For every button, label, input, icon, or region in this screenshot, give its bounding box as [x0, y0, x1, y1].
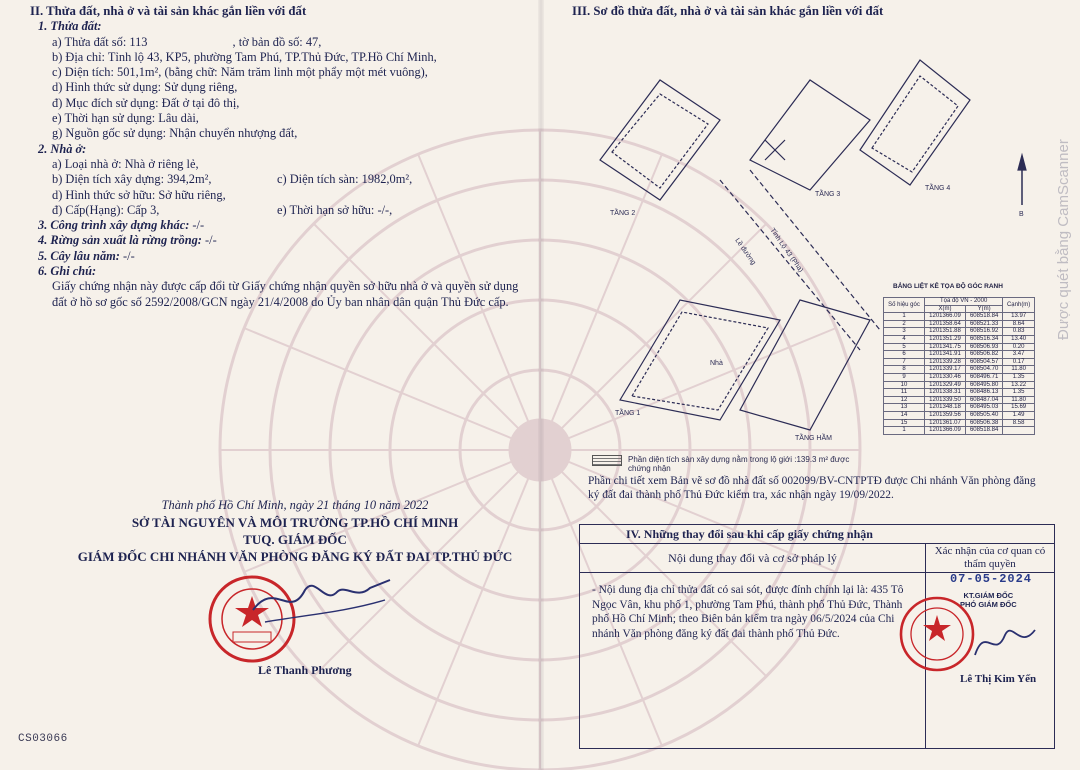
coord-cell: 14	[884, 411, 925, 419]
coord-col-system: Tọa độ VN - 2000	[925, 298, 1003, 306]
label-sidewalk: Lề đường	[733, 237, 757, 267]
coord-row	[884, 366, 1035, 374]
house-floor-area: c) Diện tích sàn: 1982,0m²,	[277, 172, 413, 187]
coord-cell: 608518.84	[966, 427, 1003, 435]
coord-row	[884, 373, 1035, 381]
coord-cell: 1201341.91	[925, 351, 966, 359]
coord-cell: 8	[884, 366, 925, 374]
coord-row	[884, 313, 1035, 321]
hatch-swatch-icon	[592, 455, 622, 466]
land-area: c) Diện tích: 501,1m², (bằng chữ: Năm trăm linh một phẩy một mét vuông),	[52, 65, 428, 80]
perennial-trees: 5. Cây lâu năm: -/-	[38, 248, 135, 263]
coord-cell: 608504.57	[966, 358, 1003, 366]
red-seal-right-icon	[898, 595, 976, 673]
coord-cell: 3.47	[1003, 351, 1035, 359]
coord-row	[884, 343, 1035, 351]
floor1-outline	[620, 300, 780, 420]
coord-cell: 608495.80	[966, 381, 1003, 389]
coord-cell	[1003, 427, 1035, 435]
coord-cell: 15.69	[1003, 404, 1035, 412]
changes-sign-title: KT.GIÁM ĐỐC PHÓ GIÁM ĐỐC	[960, 591, 1017, 609]
coord-cell: 1201366.09	[925, 427, 966, 435]
label-floor2: TẦNG 2	[610, 210, 636, 217]
coord-cell: 608487.04	[966, 396, 1003, 404]
coord-row	[884, 328, 1035, 336]
section-land-info	[30, 4, 530, 310]
map-legend	[592, 455, 868, 473]
coord-col-point: Số hiệu góc	[884, 298, 925, 313]
coord-cell: 5	[884, 343, 925, 351]
land-use-form: d) Hình thức sử dụng: Sử dụng riêng,	[52, 80, 238, 95]
signing-block	[70, 497, 520, 565]
coord-cell: 608504.70	[966, 366, 1003, 374]
section3-title: III. Sơ đồ thửa đất, nhà ở và tài sản khác gắn liền với đất	[572, 4, 884, 18]
coord-cell: 1201330.46	[925, 373, 966, 381]
coord-cell: 1	[884, 427, 925, 435]
house-term: e) Thời hạn sở hữu: -/-,	[277, 202, 393, 217]
coord-cell: 1.49	[1003, 411, 1035, 419]
coord-cell: 1201339.17	[925, 366, 966, 374]
coord-row	[884, 389, 1035, 397]
coord-cell: 608518.84	[966, 313, 1003, 321]
notes-heading: 6. Ghi chú:	[38, 264, 97, 279]
other-works: 3. Công trình xây dựng khác: -/-	[38, 218, 205, 233]
diagram-note: Phần chi tiết xem Bản vẽ sơ đồ nhà đất số 002099/BV-CNTPTĐ được Chi nhánh Văn phòng đăng ký đất đai thành phố Thủ Đức kiểm tra, xác nhận ngày 19/09/2022.	[588, 475, 1036, 501]
forest: 4. Rừng sản xuất là rừng trồng: -/-	[38, 233, 217, 248]
map-sheet: , tờ bản đồ số: 47,	[232, 34, 322, 49]
scanner-watermark: Được quét bằng CamScanner	[1055, 139, 1072, 340]
label-north: B	[1019, 211, 1024, 218]
signature-right-icon	[970, 610, 1040, 670]
house-grade: đ) Cấp(Hạng): Cấp 3,	[52, 202, 160, 217]
floor2-outline	[600, 80, 720, 200]
coord-cell: 608506.93	[966, 343, 1003, 351]
signing-authority: TUQ. GIÁM ĐỐC	[243, 532, 347, 547]
coord-cell: 1201339.28	[925, 358, 966, 366]
coord-row	[884, 320, 1035, 328]
coord-row	[884, 427, 1035, 435]
signing-org: SỞ TÀI NGUYÊN VÀ MÔI TRƯỜNG TP.HỒ CHÍ MINH	[131, 515, 459, 530]
coord-cell: 1201348.18	[925, 404, 966, 412]
label-basement: TẦNG HẦM	[795, 435, 832, 442]
coord-cell: 3	[884, 328, 925, 336]
house-build-area: b) Diện tích xây dựng: 394,2m²,	[52, 172, 212, 187]
coord-cell: 608496.71	[966, 373, 1003, 381]
changes-col-confirm: Xác nhận của cơ quan có thẩm quyền	[934, 545, 1046, 570]
coord-cell: 8.58	[1003, 419, 1035, 427]
coord-cell: 1201338.31	[925, 389, 966, 397]
coord-row	[884, 411, 1035, 419]
house-type: a) Loại nhà ở: Nhà ở riêng lẻ,	[52, 156, 199, 171]
label-road: Tỉnh Lộ 43 (Pha)	[768, 227, 805, 274]
coord-cell: 4	[884, 335, 925, 343]
coord-cell: 1201351.88	[925, 328, 966, 336]
coord-cell: 608486.13	[966, 389, 1003, 397]
coord-cell: 8.64	[1003, 320, 1035, 328]
changes-date-stamp: 07-05-2024	[949, 572, 1032, 586]
coord-cell: 0.83	[1003, 328, 1035, 336]
coordinate-table	[883, 297, 1035, 435]
coord-row	[884, 335, 1035, 343]
coord-cell: 7	[884, 358, 925, 366]
coord-row	[884, 396, 1035, 404]
land-heading: 1. Thửa đất:	[38, 19, 102, 34]
signer-name-right: Lê Thị Kim Yến	[960, 673, 1037, 685]
notes-text: Giấy chứng nhận này được cấp đổi từ Giấy chứng nhận quyền sở hữu nhà ở và quyền sử dụng đất ở hồ sơ gốc số 2592/2008/GCN ngày 21/4/2008 do Ủy ban nhân dân quận Thủ Đức cấp.	[52, 279, 519, 309]
coord-cell: 1201351.29	[925, 335, 966, 343]
house-heading: 2. Nhà ở:	[38, 141, 87, 156]
section2-title: II. Thửa đất, nhà ở và tài sản khác gắn liền với đất	[30, 4, 307, 18]
coord-row	[884, 351, 1035, 359]
label-floor3: TẦNG 3	[815, 191, 841, 198]
legend-text: Phần diện tích sàn xây dựng nằm trong lộ giới :139.3 m² được chứng nhận	[628, 455, 850, 473]
coord-table-title: BẢNG LIỆT KÊ TỌA ĐỘ GÓC RANH	[893, 283, 1003, 290]
coord-cell: 1.35	[1003, 373, 1035, 381]
label-house: Nhà	[710, 360, 723, 367]
signature-left-icon	[245, 570, 395, 630]
label-floor4: TẦNG 4	[925, 185, 951, 192]
coord-cell: 1201358.64	[925, 320, 966, 328]
coord-cell: 1201329.49	[925, 381, 966, 389]
coord-cell: 9	[884, 373, 925, 381]
house-ownership: d) Hình thức sở hữu: Sở hữu riêng,	[52, 187, 226, 202]
changes-title: IV. Những thay đổi sau khi cấp giấy chứng nhận	[580, 525, 1054, 544]
coord-cell: 0.17	[1003, 358, 1035, 366]
land-use-origin: g) Nguồn gốc sử dụng: Nhận chuyển nhượng đất,	[52, 126, 298, 141]
coord-row	[884, 419, 1035, 427]
coord-row	[884, 358, 1035, 366]
coord-cell: 13.97	[1003, 313, 1035, 321]
coord-col-y: Y(m)	[966, 305, 1003, 313]
coord-cell: 15	[884, 419, 925, 427]
changes-header-row	[580, 544, 1054, 573]
coord-cell: 608495.03	[966, 404, 1003, 412]
changes-col-content: Nội dung thay đổi và cơ sở pháp lý	[580, 544, 926, 572]
house-grade-row	[30, 203, 530, 218]
coord-cell: 1201359.56	[925, 411, 966, 419]
basement-outline	[740, 300, 870, 430]
floor4-outline	[860, 60, 970, 185]
certificate-serial: CS03066	[18, 733, 68, 745]
signer-name-left: Lê Thanh Phương	[258, 663, 352, 677]
coord-cell: 13.40	[1003, 335, 1035, 343]
coord-cell: 11.80	[1003, 366, 1035, 374]
coord-cell: 608505.40	[966, 411, 1003, 419]
coord-cell: 12	[884, 396, 925, 404]
coord-cell: 1.35	[1003, 389, 1035, 397]
coord-cell: 608516.34	[966, 335, 1003, 343]
coord-cell: 1201361.07	[925, 419, 966, 427]
land-use-term: e) Thời hạn sử dụng: Lâu dài,	[52, 111, 199, 126]
label-floor1: TẦNG 1	[615, 410, 641, 417]
coord-cell: 10	[884, 381, 925, 389]
coord-cell: 608506.82	[966, 351, 1003, 359]
land-parcel-number	[30, 35, 530, 50]
coord-cell: 1201366.09	[925, 313, 966, 321]
coord-cell: 0.20	[1003, 343, 1035, 351]
changes-content: - Nội dung địa chỉ thửa đất có sai sót, được đính chính lại là: 435 Tô Ngọc Vân, khu phố 1, phường Tam Phú, thành phố Thủ Đức, Thành phố Hồ Chí Minh; theo Biên bản kiểm tra ngày 06/5/2024 của Chi nhánh Văn phòng đăng ký đất đai thành phố Thủ Đức.	[592, 584, 904, 640]
coord-cell: 6	[884, 351, 925, 359]
parcel-label: a) Thửa đất số: 113	[52, 34, 148, 49]
coord-cell: 11	[884, 389, 925, 397]
floor3-outline	[750, 80, 870, 190]
coord-cell: 2	[884, 320, 925, 328]
land-use-purpose: đ) Mục đích sử dụng: Đất ở tại đô thị,	[52, 95, 240, 110]
signing-title: GIÁM ĐỐC CHI NHÁNH VĂN PHÒNG ĐĂNG KÝ ĐẤT ĐAI TP.THỦ ĐỨC	[77, 549, 513, 564]
coord-row	[884, 404, 1035, 412]
coord-cell: 1201341.75	[925, 343, 966, 351]
coord-cell: 608521.33	[966, 320, 1003, 328]
coord-cell: 1201339.50	[925, 396, 966, 404]
land-address: b) Địa chỉ: Tỉnh lộ 43, KP5, phường Tam Phú, TP.Thủ Đức, TP.Hồ Chí Minh,	[52, 49, 437, 64]
page-fold	[538, 0, 544, 770]
coord-cell: 608516.92	[966, 328, 1003, 336]
house-area-row	[30, 172, 530, 187]
coord-col-x: X(m)	[925, 305, 966, 313]
coord-cell: 11.80	[1003, 396, 1035, 404]
coord-cell: 608506.38	[966, 419, 1003, 427]
coord-cell: 1	[884, 313, 925, 321]
coord-col-edge: Cạnh(m)	[1003, 298, 1035, 313]
coord-cell: 13.22	[1003, 381, 1035, 389]
coord-cell: 13	[884, 404, 925, 412]
signing-date: Thành phố Hồ Chí Minh, ngày 21 tháng 10 năm 2022	[161, 498, 429, 512]
coord-row	[884, 381, 1035, 389]
